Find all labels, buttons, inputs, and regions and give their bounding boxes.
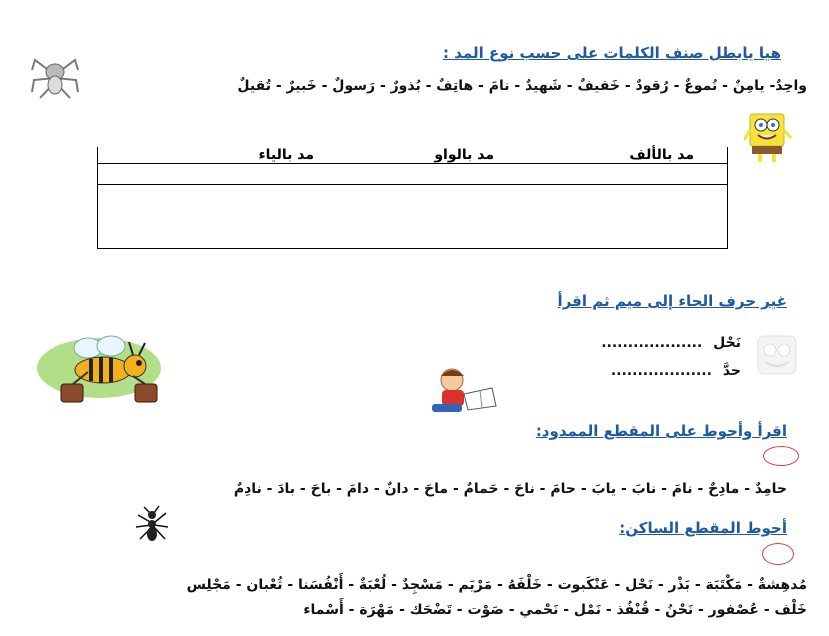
- replace-word: نَحْل: [713, 335, 741, 351]
- heading-classify: هيا يابطل صنف الكلمات على حسب نوع المد :: [443, 44, 781, 62]
- classify-words: واحِدٌ- يامِنٌ - نُموعٌ - رُقودٌ - خَفيفٌ - شَهيدٌ - نامَ - هاتِفٌ - بُذورٌ - رَسولٌ - خَبيرٌ - تُقيلٌ: [237, 78, 807, 94]
- replace-item: [611, 363, 741, 379]
- red-ring-mark: [762, 543, 794, 565]
- boy-reading-image: [430, 366, 510, 416]
- column-header-waw: مد بالواو: [434, 147, 494, 163]
- replace-blank[interactable]: ...................: [610, 363, 712, 379]
- long-syllable-words: حامِدٌ - مادِحٌ - نامَ - نابَ - يابَ - حامَ - ناحَ - حَمامٌ - ماحَ - دانٌ - دامَ - باحَ - بادَ - نادِمٌ: [233, 481, 787, 497]
- spongebob-image: [744, 110, 792, 165]
- table-line: [98, 163, 727, 164]
- faded-character-image: [752, 330, 802, 380]
- replace-item: [601, 335, 741, 351]
- heading-circle-long-syllable: اقرأ وأحوط على المقطع الممدود:: [535, 422, 787, 440]
- red-ring-mark: [763, 446, 799, 466]
- column-header-ya: مد بالياء: [258, 147, 314, 163]
- replace-word: حدَّ: [722, 363, 741, 379]
- heading-replace-letter: غير حرف الحاء إلى ميم ثم اقرأ: [557, 292, 787, 310]
- bee-image: [33, 330, 165, 410]
- silent-syllable-line-2: خَلْف - عُصْفور - نَحْنُ - قُنْفُذ - نَمْل - نَحْمي - صَوْت - تَضْحَك - مَهْرَة - أَسْماء: [303, 602, 807, 618]
- replace-blank[interactable]: ...................: [601, 335, 703, 351]
- column-header-alef: مد بالألف: [629, 147, 694, 163]
- table-line: [98, 184, 727, 185]
- spider-image: [30, 50, 80, 105]
- silent-syllable-line-1: مُدهِشةٌ - مَكْتَبَة - بَذْر - نَحْل - عَنْكَبوت - خَلْفَهُ - مَرْيَم - مَسْجِدٌ - لُعْبَةٌ - أَنْفُسَنا - ثُعْبان - مَجْلِس: [186, 577, 807, 593]
- ant-image: [132, 505, 172, 545]
- heading-circle-silent-syllable: أحوط المقطع الساكن:: [619, 519, 787, 537]
